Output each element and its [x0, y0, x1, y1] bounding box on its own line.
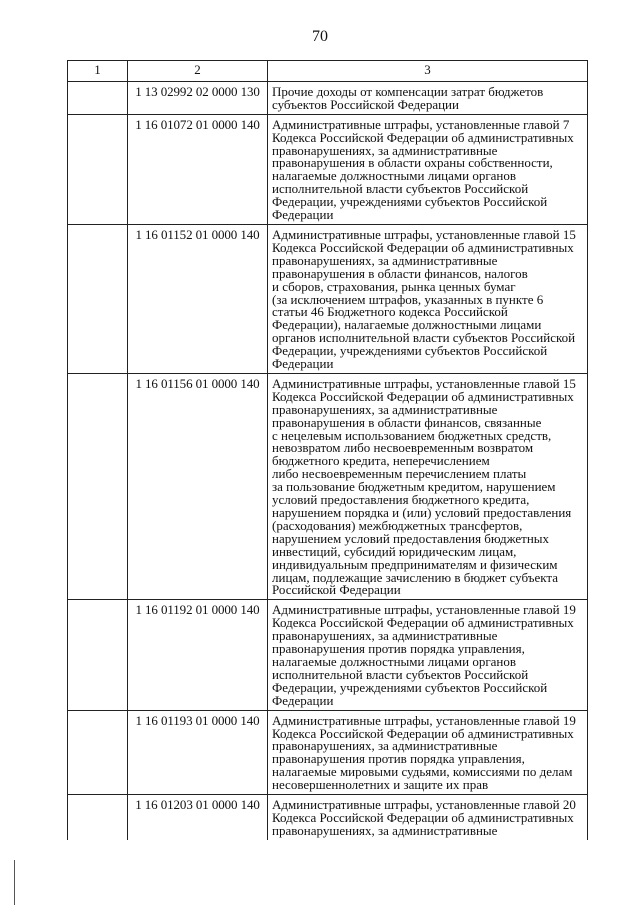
row-number-cell [68, 224, 128, 373]
table-row [68, 710, 588, 794]
budget-revenue-table [67, 60, 588, 840]
column-header-3: 3 [268, 61, 588, 82]
budget-code-cell: 1 16 01193 01 0000 140 [128, 710, 268, 794]
revenue-description-cell: Административные штрафы, установленные главой 7 Кодекса Российской Федерации об административных правонарушениях, за административные правонарушения в области охраны собственности, налагаемые должностными лицами органов исполнительной власти субъектов Российской Федерации, учреждениями субъектов Российской Федерации [268, 114, 588, 224]
table-row [68, 795, 588, 840]
scan-edge-line [14, 860, 15, 905]
revenue-description-cell: Прочие доходы от компенсации затрат бюджетов субъектов Российской Федерации [268, 81, 588, 114]
revenue-description-cell: Административные штрафы, установленные главой 15 Кодекса Российской Федерации об административных правонарушениях, за административные правонарушения в области финансов, налогов и сборов, страхования, рынка ценных бумаг (за исключением штрафов, указанных в пункте 6 статьи 46 Бюджетного кодекса Российской Федерации), налагаемые должностными лицами органов исполнительной власти субъектов Российской Федерации, учреждениями субъектов Российской Федерации [268, 224, 588, 373]
revenue-description-cell: Административные штрафы, установленные главой 15 Кодекса Российской Федерации об административных правонарушениях, за административные правонарушения в области финансов, связанные с нецелевым использованием бюджетных средств, невозвратом либо несвоевременным возвратом бюджетного кредита, неперечислением либо несвоевременным перечислением платы за пользование бюджетным кредитом, нарушением условий предоставления бюджетного кредита, нарушением порядка и (или) условий предоставления (расходования) межбюджетных трансфертов, нарушением условий предоставления бюджетных инвестиций, субсидий юридическим лицам, индивидуальным предпринимателям и физическим лицам, подлежащие зачислению в бюджет субъекта Российской Федерации [268, 373, 588, 599]
row-number-cell [68, 710, 128, 794]
budget-code-cell: 1 16 01072 01 0000 140 [128, 114, 268, 224]
budget-code-cell: 1 13 02992 02 0000 130 [128, 81, 268, 114]
row-number-cell [68, 81, 128, 114]
row-number-cell [68, 114, 128, 224]
row-number-cell [68, 373, 128, 599]
budget-code-cell: 1 16 01192 01 0000 140 [128, 600, 268, 710]
page-number: 70 [312, 28, 328, 45]
column-header-2: 2 [128, 61, 268, 82]
column-header-1: 1 [68, 61, 128, 82]
row-number-cell [68, 600, 128, 710]
row-number-cell [68, 795, 128, 840]
budget-code-cell: 1 16 01203 01 0000 140 [128, 795, 268, 840]
table-header-row [68, 61, 588, 82]
table-row [68, 224, 588, 373]
budget-code-cell: 1 16 01152 01 0000 140 [128, 224, 268, 373]
revenue-description-cell: Административные штрафы, установленные главой 19 Кодекса Российской Федерации об административных правонарушениях, за административные правонарушения против порядка управления, налагаемые должностными лицами органов исполнительной власти субъектов Российской Федерации, учреждениями субъектов Российской Федерации [268, 600, 588, 710]
table-row [68, 114, 588, 224]
revenue-description-cell: Административные штрафы, установленные главой 20 Кодекса Российской Федерации об административных правонарушениях, за административные [268, 795, 588, 840]
table-row [68, 373, 588, 599]
table-row [68, 600, 588, 710]
revenue-description-cell: Административные штрафы, установленные главой 19 Кодекса Российской Федерации об административных правонарушениях, за административные правонарушения против порядка управления, налагаемые мировыми судьями, комиссиями по делам несовершеннолетних и защите их прав [268, 710, 588, 794]
table-row [68, 81, 588, 114]
budget-code-cell: 1 16 01156 01 0000 140 [128, 373, 268, 599]
